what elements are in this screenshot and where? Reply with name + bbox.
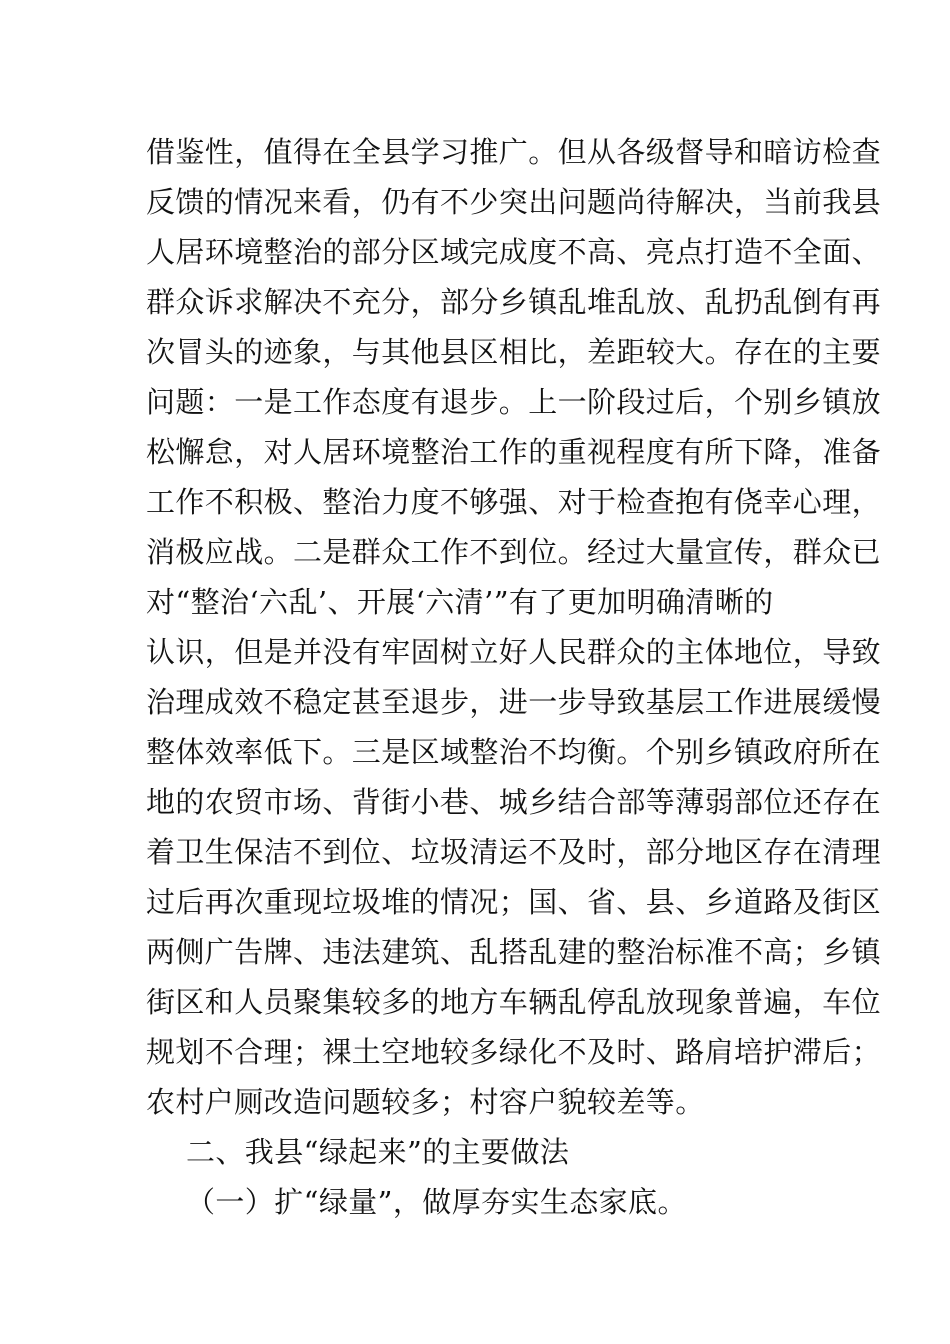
body-text-line: 认识，但是并没有牢固树立好人民群众的主体地位，导致: [146, 635, 882, 669]
body-text-line: 整体效率低下。三是区域整治不均衡。个别乡镇政府所在: [146, 735, 882, 769]
body-text-line: 群众诉求解决不充分，部分乡镇乱堆乱放、乱扔乱倒有再: [146, 285, 882, 319]
body-text-line: 着卫生保洁不到位、垃圾清运不及时，部分地区存在清理: [146, 835, 882, 869]
body-text-line: 过后再次重现垃圾堆的情况；国、省、县、乡道路及街区: [146, 885, 882, 919]
body-text-line: 问题：一是工作态度有退步。上一阶段过后，个别乡镇放: [146, 385, 882, 419]
body-text-line: 次冒头的迹象，与其他县区相比，差距较大。存在的主要: [146, 335, 882, 369]
body-text-line: 消极应战。二是群众工作不到位。经过大量宣传，群众已: [146, 535, 882, 569]
subsection-heading: （一）扩“绿量”，做厚夯实生态家底。: [186, 1185, 687, 1219]
body-text-line: 借鉴性，值得在全县学习推广。但从各级督导和暗访检查: [146, 135, 882, 169]
body-text-line: 两侧广告牌、违法建筑、乱搭乱建的整治标准不高；乡镇: [146, 935, 882, 969]
body-text-line: 地的农贸市场、背街小巷、城乡结合部等薄弱部位还存在: [146, 785, 882, 819]
body-text-line: 农村户厕改造问题较多；村容户貌较差等。: [146, 1085, 705, 1119]
body-text-line: 街区和人员聚集较多的地方车辆乱停乱放现象普遍，车位: [146, 985, 882, 1019]
body-text-line: 人居环境整治的部分区域完成度不高、亮点打造不全面、: [146, 235, 882, 269]
section-heading: 二、我县“绿起来”的主要做法: [186, 1135, 570, 1169]
body-text-line: 规划不合理；裸土空地较多绿化不及时、路肩培护滞后；: [146, 1035, 882, 1069]
body-text-line: 松懈怠，对人居环境整治工作的重视程度有所下降，准备: [146, 435, 882, 469]
body-text-line: 对“整治‘六乱’、开展‘六清’”有了更加明确清晰的: [146, 585, 774, 619]
body-text-line: 反馈的情况来看，仍有不少突出问题尚待解决，当前我县: [146, 185, 882, 219]
body-text-line: 治理成效不稳定甚至退步，进一步导致基层工作进展缓慢: [146, 685, 882, 719]
body-text-line: 工作不积极、整治力度不够强、对于检查抱有侥幸心理，: [146, 485, 882, 519]
